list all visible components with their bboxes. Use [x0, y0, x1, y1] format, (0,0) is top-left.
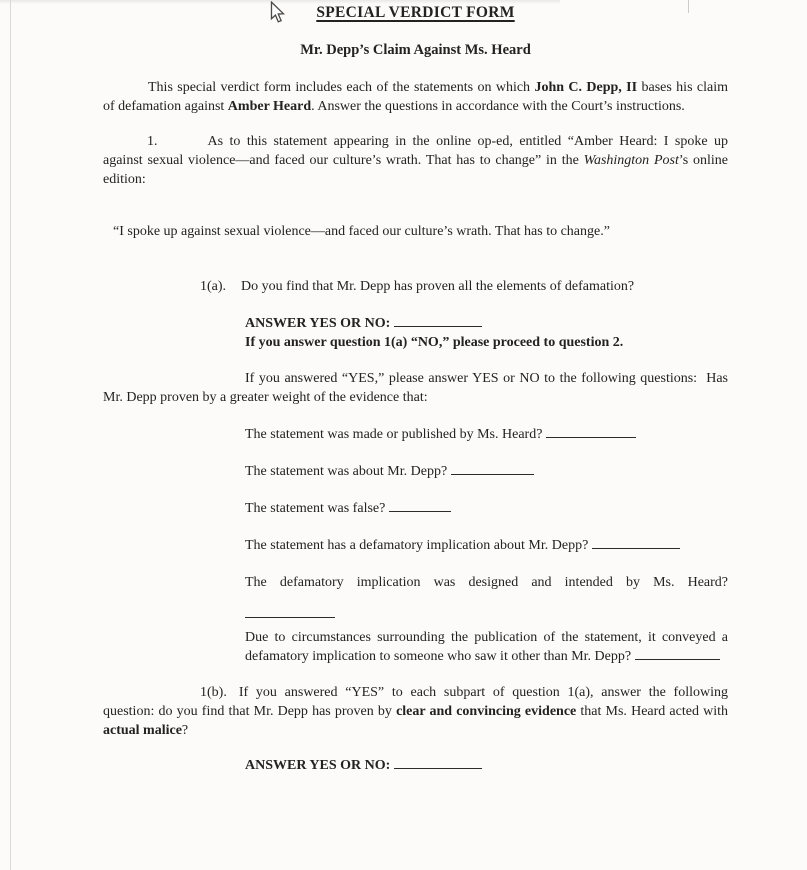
proceed-instruction: If you answer question 1(a) “NO,” please proceed to question 2. — [245, 335, 624, 350]
subquestion-row — [245, 499, 728, 518]
subquestion-row: Due to circumstances surrounding the publication of the statement, it conveyed a defamatory implication to someone who saw it other than Mr. Depp? — [245, 630, 728, 664]
question-1-number: 1. — [147, 134, 158, 149]
answer-blank — [394, 756, 482, 769]
question-1b-number: 1(b). — [200, 685, 227, 700]
document-subtitle: Mr. Depp’s Claim Against Ms. Heard — [300, 42, 531, 58]
answer-block-1a — [245, 314, 728, 352]
answer-blank — [546, 425, 636, 438]
question-1a-number: 1(a). — [200, 279, 227, 294]
intro-paragraph: This special verdict form includes each of the statements on which John C. Depp, II bases his claim of defamation against Amber Heard. Answer the questions in accordance with the Court’s instructions. — [103, 80, 729, 114]
answer-blank — [394, 314, 482, 327]
defendant-name: Amber Heard — [227, 99, 312, 114]
answer-blank — [245, 605, 335, 618]
answer-block-1b — [245, 756, 728, 775]
subquestion-row: The defamatory implication was designed and intended by Ms. Heard? — [245, 575, 728, 590]
cursor-arrow-icon — [270, 1, 285, 24]
actual-malice-term: actual malice — [103, 723, 182, 738]
subquestion-text: The statement was false? — [245, 501, 386, 516]
document-title — [103, 3, 728, 22]
subquestion-row — [245, 425, 728, 444]
subquestion-blank-row — [245, 605, 728, 624]
plaintiff-name: John C. Depp, II — [534, 80, 638, 95]
statement-quote: “I spoke up against sexual violence—and faced our culture’s wrath. That has to change.” — [113, 224, 610, 239]
answer-line-1a — [245, 314, 728, 333]
yes-no-instruction-paragraph: If you answered “YES,” please answer YES or NO to the following questions: Has Mr. Depp proven by a greater weight of the evidence that: — [103, 371, 728, 405]
answer-blank — [389, 499, 451, 512]
document-title-text: SPECIAL VERDICT FORM — [316, 4, 515, 21]
question-1a-line: 1(a). Do you find that Mr. Depp has proven all the elements of defamation? — [200, 279, 635, 294]
subquestion-text: The statement was made or published by Ms. Heard? — [245, 427, 543, 442]
answer-blank — [592, 536, 680, 549]
question-1b-paragraph: 1(b). If you answered “YES” to each subpart of question 1(a), answer the following question: do you find that Mr. Depp has proven by clear and convincing evidence that Ms. Heard acted with actual malice? — [103, 685, 729, 738]
subquestion-text: The statement has a defamatory implication about Mr. Depp? — [245, 538, 589, 553]
answer-blank — [635, 647, 720, 660]
subquestion-row — [245, 536, 728, 555]
document-content — [103, 0, 728, 775]
answer-yes-no-label: ANSWER YES OR NO: — [245, 316, 391, 331]
publication-name: Washington Post — [583, 153, 679, 168]
answer-yes-no-label: ANSWER YES OR NO: — [245, 758, 391, 773]
question-1-paragraph: 1. As to this statement appearing in the online op-ed, entitled “Amber Heard: I spoke up against sexual violence—and faced our culture’s wrath. That has to change” in the Washington Post’s online edition: — [103, 134, 728, 187]
subquestion-text: Due to circumstances surrounding the publication of the statement, it conveyed a defamatory implication to someone who saw it other than Mr. — [245, 630, 728, 664]
burden-of-proof-term: clear and convincing evidence — [396, 704, 577, 719]
subquestion-row — [245, 462, 728, 481]
subquestion-text: The statement was about Mr. Depp? — [245, 464, 448, 479]
page-edge-line — [10, 0, 11, 870]
answer-blank — [451, 462, 534, 475]
